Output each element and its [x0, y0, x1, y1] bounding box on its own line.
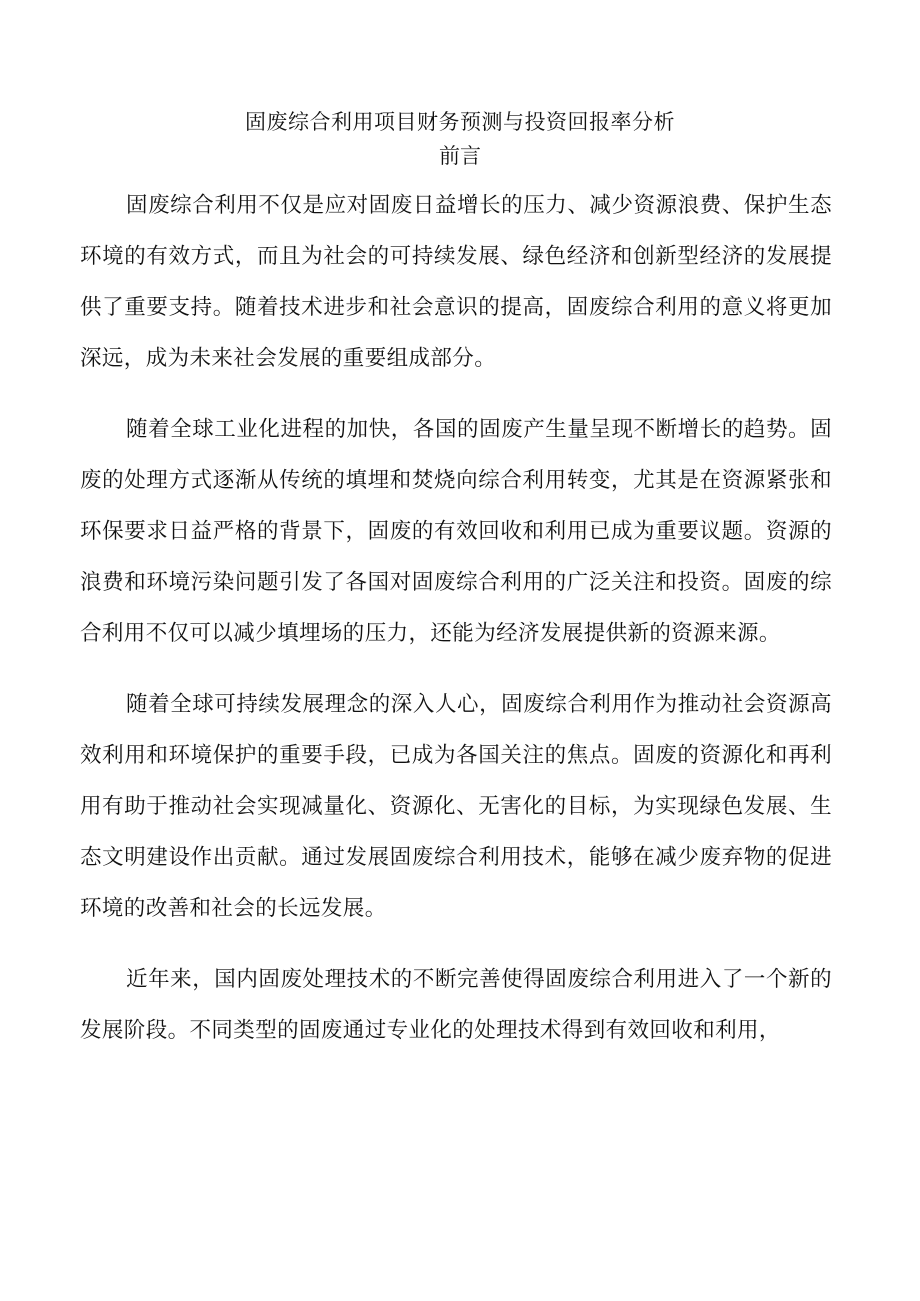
paragraph: 固废综合利用不仅是应对固废日益增长的压力、减少资源浪费、保护生态环境的有效方式，而且为社会的可持续发展、绿色经济和创新型经济的发展提供了重要支持。随着技术进步和社会意识的提高，固废综合利用的意义将更加深远，成为未来社会发展的重要组成部分。 [80, 193, 832, 371]
section-heading: 前言 [439, 144, 481, 168]
paragraph: 近年来，国内固废处理技术的不断完善使得固废综合利用进入了一个新的发展阶段。不同类型的固废通过专业化的处理技术得到有效回收和利用， [80, 967, 832, 1043]
paragraph: 随着全球工业化进程的加快，各国的固废产生量呈现不断增长的趋势。固废的处理方式逐渐从传统的填埋和焚烧向综合利用转变，尤其是在资源紧张和环保要求日益严格的背景下，固废的有效回收和利用已成为重要议题。资源的浪费和环境污染问题引发了各国对固废综合利用的广泛关注和投资。固废的综合利用不仅可以减少填埋场的压力，还能为经济发展提供新的资源来源。 [80, 417, 832, 646]
document-body [80, 180, 832, 1076]
paragraph: 随着全球可持续发展理念的深入人心，固废综合利用作为推动社会资源高效利用和环境保护的重要手段，已成为各国关注的焦点。固废的资源化和再利用有助于推动社会实现减量化、资源化、无害化的目标，为实现绿色发展、生态文明建设作出贡献。通过发展固废综合利用技术，能够在减少废弃物的促进环境的改善和社会的长远发展。 [80, 692, 832, 921]
document-title: 固废综合利用项目财务预测与投资回报率分析 [245, 110, 675, 134]
